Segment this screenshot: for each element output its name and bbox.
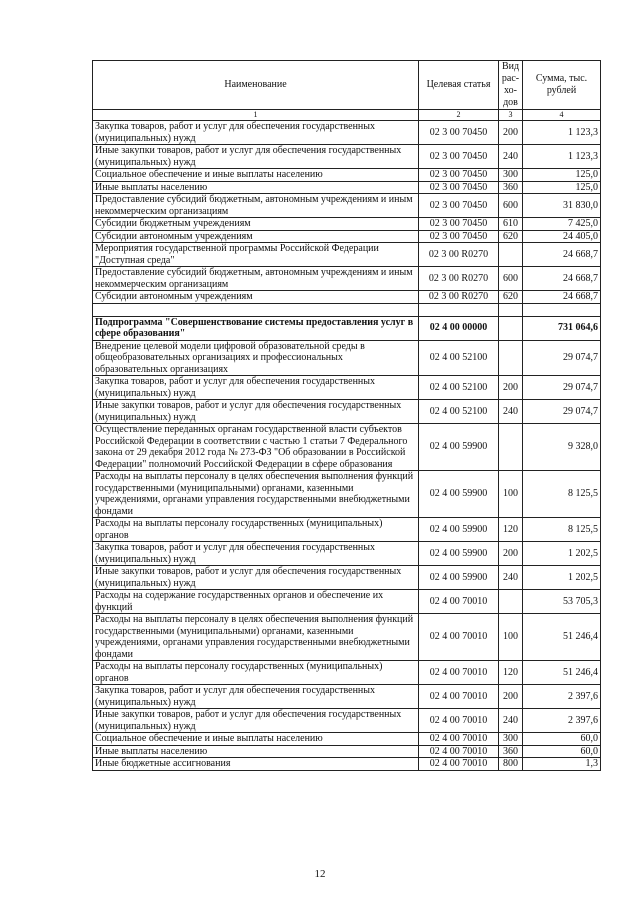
cell-type: 240: [499, 566, 523, 590]
cell-code: 02 3 00 70450: [419, 230, 499, 243]
column-number: 4: [523, 110, 601, 121]
table-row: [93, 424, 601, 471]
cell-sum: 60,0: [523, 733, 601, 746]
table-row: [93, 661, 601, 685]
cell-sum: 8 125,5: [523, 471, 601, 518]
cell-code: 02 3 00 70450: [419, 218, 499, 231]
cell-sum: 125,0: [523, 169, 601, 182]
cell-code: 02 4 00 59900: [419, 542, 499, 566]
cell-name: Закупка товаров, работ и услуг для обеспечения государственных (муниципальных) нужд: [93, 542, 419, 566]
cell-type: 620: [499, 230, 523, 243]
cell-name: Подпрограмма "Совершенствование системы предоставления услуг в сфере образования": [93, 316, 419, 340]
cell-name: Иные выплаты населению: [93, 745, 419, 758]
cell-sum: [523, 303, 601, 316]
cell-type: [499, 340, 523, 376]
table-row: [93, 709, 601, 733]
cell-type: 620: [499, 291, 523, 304]
cell-name: Расходы на выплаты персоналу государственных (муниципальных) органов: [93, 518, 419, 542]
header-sum: Сумма, тыс. рублей: [523, 61, 601, 110]
table-body: [93, 61, 601, 771]
cell-type: 360: [499, 181, 523, 194]
cell-name: Субсидии автономным учреждениям: [93, 291, 419, 304]
cell-sum: 1 123,3: [523, 145, 601, 169]
table-row: [93, 230, 601, 243]
cell-name: Предоставление субсидий бюджетным, автономным учреждениям и иным некоммерческим организациям: [93, 267, 419, 291]
cell-sum: 53 705,3: [523, 590, 601, 614]
table-row: [93, 614, 601, 661]
cell-type: 200: [499, 376, 523, 400]
header-code: Целевая статья: [419, 61, 499, 110]
cell-name: Иные выплаты населению: [93, 181, 419, 194]
cell-name: Иные бюджетные ассигнования: [93, 758, 419, 771]
cell-name: Осуществление переданных органам государственной власти субъектов Российской Федерации в соответствии с частью 1 статьи 7 Федерального закона от 29 декабря 2012 года № 273-ФЗ "Об образовании в Российской Федерации" полномочий Российской Федерации в сфере образования: [93, 424, 419, 471]
cell-type: 200: [499, 542, 523, 566]
cell-code: [419, 303, 499, 316]
column-number: 3: [499, 110, 523, 121]
cell-name: Расходы на содержание государственных органов и обеспечение их функций: [93, 590, 419, 614]
header-type: Вид рас- хо- дов: [499, 61, 523, 110]
cell-code: 02 4 00 70010: [419, 709, 499, 733]
cell-sum: 31 830,0: [523, 194, 601, 218]
table-row: [93, 145, 601, 169]
column-number-row: [93, 110, 601, 121]
table-row: [93, 121, 601, 145]
cell-code: 02 3 00 R0270: [419, 267, 499, 291]
table-row: [93, 518, 601, 542]
cell-sum: 2 397,6: [523, 685, 601, 709]
cell-sum: 24 668,7: [523, 291, 601, 304]
cell-name: Закупка товаров, работ и услуг для обеспечения государственных (муниципальных) нужд: [93, 121, 419, 145]
cell-type: 800: [499, 758, 523, 771]
cell-name: Расходы на выплаты персоналу в целях обеспечения выполнения функций государственными (муниципальными) органами, казенными учреждениями, органами управления государственными внебюджетными фондами: [93, 614, 419, 661]
table-row: [93, 181, 601, 194]
cell-type: 120: [499, 518, 523, 542]
cell-type: 200: [499, 685, 523, 709]
cell-sum: 24 668,7: [523, 267, 601, 291]
cell-sum: 731 064,6: [523, 316, 601, 340]
cell-sum: 29 074,7: [523, 376, 601, 400]
table-header-row: [93, 61, 601, 110]
cell-type: [499, 424, 523, 471]
cell-type: [499, 316, 523, 340]
cell-sum: 29 074,7: [523, 400, 601, 424]
table-row: [93, 566, 601, 590]
table-row: [93, 291, 601, 304]
cell-sum: 51 246,4: [523, 614, 601, 661]
cell-code: 02 4 00 52100: [419, 376, 499, 400]
cell-code: 02 4 00 70010: [419, 758, 499, 771]
cell-name: Закупка товаров, работ и услуг для обеспечения государственных (муниципальных) нужд: [93, 376, 419, 400]
header-name: Наименование: [93, 61, 419, 110]
table-row: [93, 685, 601, 709]
cell-code: 02 4 00 70010: [419, 733, 499, 746]
cell-code: 02 3 00 R0270: [419, 291, 499, 304]
cell-name: Расходы на выплаты персоналу государственных (муниципальных) органов: [93, 661, 419, 685]
cell-name: Иные закупки товаров, работ и услуг для обеспечения государственных (муниципальных) нужд: [93, 566, 419, 590]
cell-code: 02 4 00 70010: [419, 745, 499, 758]
cell-sum: 9 328,0: [523, 424, 601, 471]
cell-code: 02 4 00 52100: [419, 400, 499, 424]
cell-name: Социальное обеспечение и иные выплаты населению: [93, 169, 419, 182]
cell-code: 02 3 00 70450: [419, 194, 499, 218]
cell-name: Мероприятия государственной программы Российской Федерации "Доступная среда": [93, 243, 419, 267]
cell-sum: 1,3: [523, 758, 601, 771]
cell-type: 240: [499, 709, 523, 733]
cell-sum: 60,0: [523, 745, 601, 758]
cell-type: 240: [499, 400, 523, 424]
cell-type: 300: [499, 733, 523, 746]
cell-name: Внедрение целевой модели цифровой образовательной среды в общеобразовательных организациях и профессиональных образовательных организациях: [93, 340, 419, 376]
cell-sum: 51 246,4: [523, 661, 601, 685]
cell-code: 02 4 00 52100: [419, 340, 499, 376]
cell-sum: 8 125,5: [523, 518, 601, 542]
page-number: 12: [314, 868, 326, 880]
cell-type: 240: [499, 145, 523, 169]
cell-code: 02 3 00 70450: [419, 181, 499, 194]
blank-row: [93, 303, 601, 316]
cell-type: 300: [499, 169, 523, 182]
cell-code: 02 4 00 59900: [419, 471, 499, 518]
column-number: 1: [93, 110, 419, 121]
cell-sum: 24 668,7: [523, 243, 601, 267]
table-row: [93, 218, 601, 231]
cell-name: [93, 303, 419, 316]
cell-type: 100: [499, 471, 523, 518]
cell-code: 02 4 00 70010: [419, 590, 499, 614]
cell-type: 600: [499, 267, 523, 291]
table-row: [93, 400, 601, 424]
table-row: [93, 758, 601, 771]
cell-name: Социальное обеспечение и иные выплаты населению: [93, 733, 419, 746]
cell-sum: 1 202,5: [523, 542, 601, 566]
table-row: [93, 340, 601, 376]
cell-code: 02 4 00 70010: [419, 661, 499, 685]
cell-sum: 29 074,7: [523, 340, 601, 376]
cell-code: 02 4 00 59900: [419, 518, 499, 542]
cell-code: 02 4 00 59900: [419, 566, 499, 590]
cell-type: 610: [499, 218, 523, 231]
cell-type: 200: [499, 121, 523, 145]
table-row: [93, 471, 601, 518]
cell-sum: 1 202,5: [523, 566, 601, 590]
cell-code: 02 3 00 R0270: [419, 243, 499, 267]
cell-type: [499, 303, 523, 316]
table-row: [93, 243, 601, 267]
cell-sum: 1 123,3: [523, 121, 601, 145]
table-row: [93, 169, 601, 182]
cell-name: Иные закупки товаров, работ и услуг для обеспечения государственных (муниципальных) нужд: [93, 145, 419, 169]
table-row: [93, 194, 601, 218]
cell-code: 02 4 00 59900: [419, 424, 499, 471]
cell-name: Субсидии автономным учреждениям: [93, 230, 419, 243]
table-row: [93, 267, 601, 291]
cell-name: Предоставление субсидий бюджетным, автономным учреждениям и иным некоммерческим организациям: [93, 194, 419, 218]
table-row: [93, 376, 601, 400]
cell-name: Субсидии бюджетным учреждениям: [93, 218, 419, 231]
table-row: [93, 590, 601, 614]
column-number: 2: [419, 110, 499, 121]
cell-sum: 24 405,0: [523, 230, 601, 243]
cell-type: 100: [499, 614, 523, 661]
budget-table: [92, 60, 601, 771]
cell-code: 02 3 00 70450: [419, 145, 499, 169]
cell-code: 02 3 00 70450: [419, 169, 499, 182]
cell-name: Закупка товаров, работ и услуг для обеспечения государственных (муниципальных) нужд: [93, 685, 419, 709]
cell-sum: 7 425,0: [523, 218, 601, 231]
cell-type: 360: [499, 745, 523, 758]
table-row: [93, 745, 601, 758]
cell-type: [499, 243, 523, 267]
cell-sum: 125,0: [523, 181, 601, 194]
cell-name: Расходы на выплаты персоналу в целях обеспечения выполнения функций государственными (муниципальными) органами, казенными учреждениями, органами управления государственными внебюджетными фондами: [93, 471, 419, 518]
cell-sum: 2 397,6: [523, 709, 601, 733]
cell-type: [499, 590, 523, 614]
table-row: [93, 542, 601, 566]
cell-code: 02 3 00 70450: [419, 121, 499, 145]
cell-code: 02 4 00 70010: [419, 614, 499, 661]
cell-name: Иные закупки товаров, работ и услуг для обеспечения государственных (муниципальных) нужд: [93, 709, 419, 733]
cell-code: 02 4 00 00000: [419, 316, 499, 340]
cell-name: Иные закупки товаров, работ и услуг для обеспечения государственных (муниципальных) нужд: [93, 400, 419, 424]
table-row: [93, 733, 601, 746]
cell-code: 02 4 00 70010: [419, 685, 499, 709]
subprogram-row: [93, 316, 601, 340]
cell-type: 120: [499, 661, 523, 685]
cell-type: 600: [499, 194, 523, 218]
